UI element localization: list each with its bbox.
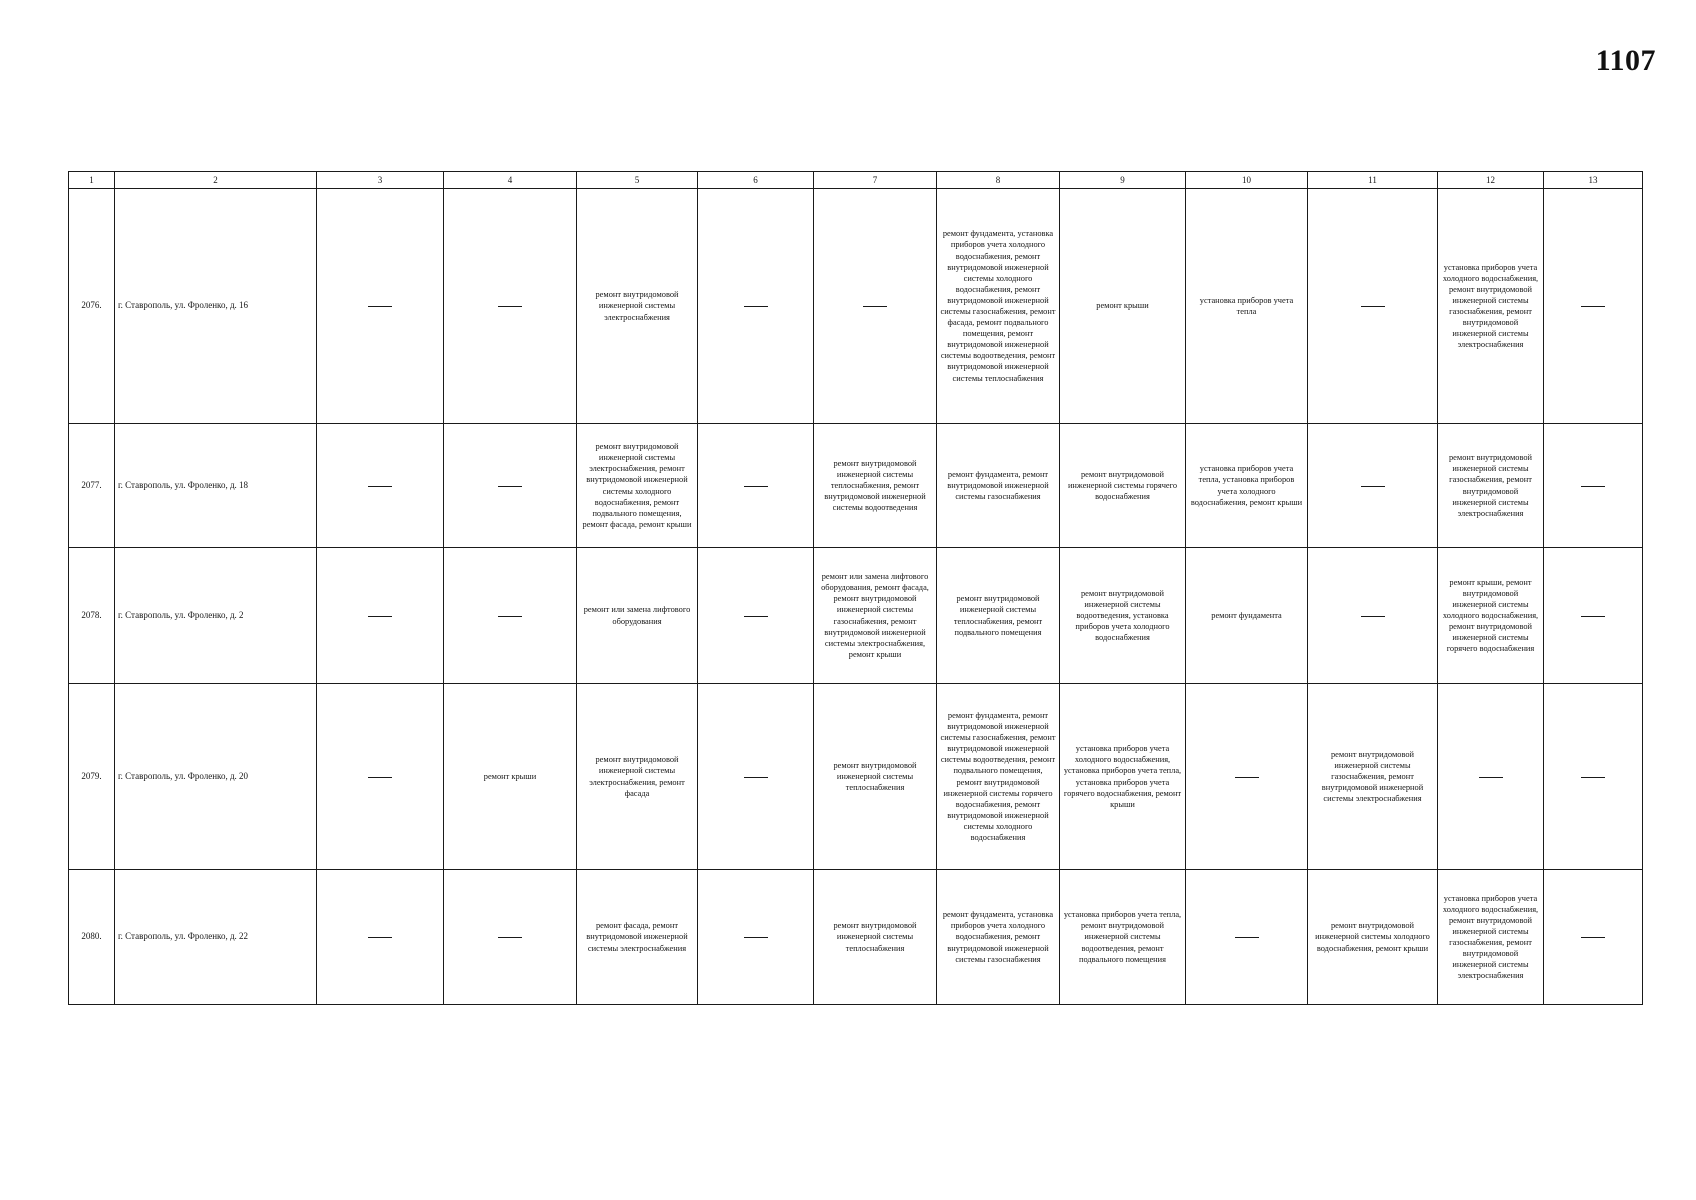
table-row xyxy=(69,548,1643,684)
works-cell: ремонт внутридомовой инженерной системы электроснабжения, ремонт фасада xyxy=(577,684,698,870)
column-header: 7 xyxy=(814,172,937,189)
dash-cell xyxy=(1544,684,1643,870)
works-cell: ремонт или замена лифтового оборудования xyxy=(577,548,698,684)
dash-mark xyxy=(744,486,768,487)
column-header: 4 xyxy=(444,172,577,189)
column-header: 3 xyxy=(317,172,444,189)
works-cell: ремонт внутридомовой инженерной системы теплоснабжения, ремонт внутридомовой инженерной системы водоотведения xyxy=(814,424,937,548)
dash-mark xyxy=(1361,616,1385,617)
dash-cell xyxy=(1308,424,1438,548)
dash-mark xyxy=(744,937,768,938)
table-row xyxy=(69,424,1643,548)
dash-mark xyxy=(1479,777,1503,778)
address-cell: г. Ставрополь, ул. Фроленко, д. 20 xyxy=(115,684,317,870)
repair-schedule-table xyxy=(68,171,1643,1005)
dash-mark xyxy=(498,486,522,487)
works-cell: установка приборов учета тепла, ремонт внутридомовой инженерной системы водоотведения, ремонт подвального помещения xyxy=(1060,870,1186,1005)
works-cell: ремонт внутридомовой инженерной системы теплоснабжения xyxy=(814,684,937,870)
address-cell: г. Ставрополь, ул. Фроленко, д. 2 xyxy=(115,548,317,684)
works-cell: ремонт внутридомовой инженерной системы теплоснабжения, ремонт подвального помещения xyxy=(937,548,1060,684)
dash-mark xyxy=(368,306,392,307)
works-cell: ремонт крыши, ремонт внутридомовой инженерной системы холодного водоснабжения, ремонт внутридомовой инженерной системы горячего водоснабжения xyxy=(1438,548,1544,684)
works-cell: ремонт крыши xyxy=(1060,189,1186,424)
address-cell: г. Ставрополь, ул. Фроленко, д. 18 xyxy=(115,424,317,548)
dash-cell xyxy=(444,548,577,684)
dash-cell xyxy=(698,424,814,548)
works-cell: установка приборов учета холодного водоснабжения, ремонт внутридомовой инженерной системы газоснабжения, ремонт внутридомовой инженерной системы электроснабжения xyxy=(1438,189,1544,424)
row-number: 2077. xyxy=(69,424,115,548)
dash-mark xyxy=(498,306,522,307)
works-cell: ремонт фасада, ремонт внутридомовой инженерной системы электроснабжения xyxy=(577,870,698,1005)
works-cell: ремонт внутридомовой инженерной системы водоотведения, установка приборов учета холодного водоснабжения xyxy=(1060,548,1186,684)
column-header: 2 xyxy=(115,172,317,189)
column-header: 11 xyxy=(1308,172,1438,189)
works-cell: ремонт фундамента, установка приборов учета холодного водоснабжения, ремонт внутридомовой инженерной системы газоснабжения xyxy=(937,870,1060,1005)
dash-mark xyxy=(1235,937,1259,938)
dash-cell xyxy=(1186,684,1308,870)
dash-mark xyxy=(744,306,768,307)
dash-mark xyxy=(368,486,392,487)
dash-mark xyxy=(1581,937,1605,938)
works-cell: ремонт внутридомовой инженерной системы газоснабжения, ремонт внутридомовой инженерной системы электроснабжения xyxy=(1438,424,1544,548)
dash-cell xyxy=(698,684,814,870)
works-cell: ремонт внутридомовой инженерной системы электроснабжения xyxy=(577,189,698,424)
dash-mark xyxy=(368,616,392,617)
column-header: 8 xyxy=(937,172,1060,189)
dash-cell xyxy=(317,424,444,548)
dash-mark xyxy=(1581,777,1605,778)
row-number: 2078. xyxy=(69,548,115,684)
dash-cell xyxy=(1308,548,1438,684)
dash-mark xyxy=(1361,486,1385,487)
dash-cell xyxy=(444,870,577,1005)
works-cell: ремонт внутридомовой инженерной системы электроснабжения, ремонт внутридомовой инженерной системы холодного водоснабжения, ремонт подвального помещения, ремонт фасада, ремонт крыши xyxy=(577,424,698,548)
column-header: 5 xyxy=(577,172,698,189)
column-header: 13 xyxy=(1544,172,1643,189)
dash-cell xyxy=(1544,424,1643,548)
dash-cell xyxy=(698,870,814,1005)
dash-mark xyxy=(368,937,392,938)
works-cell: ремонт фундамента, установка приборов учета холодного водоснабжения, ремонт внутридомовой инженерной системы холодного водоснабжения, ремонт внутридомовой инженерной системы газоснабжения, ремонт фасада, ремонт подвального помещения, ремонт внутридомовой инженерной системы водоотведения, ремонт внутридомовой инженерной системы теплоснабжения xyxy=(937,189,1060,424)
dash-cell xyxy=(1308,189,1438,424)
table-row xyxy=(69,189,1643,424)
works-cell: ремонт внутридомовой инженерной системы теплоснабжения xyxy=(814,870,937,1005)
column-header: 9 xyxy=(1060,172,1186,189)
dash-cell xyxy=(444,424,577,548)
dash-mark xyxy=(368,777,392,778)
dash-cell xyxy=(317,189,444,424)
dash-cell xyxy=(814,189,937,424)
row-number: 2079. xyxy=(69,684,115,870)
works-cell: ремонт фундамента, ремонт внутридомовой инженерной системы газоснабжения xyxy=(937,424,1060,548)
dash-cell xyxy=(317,548,444,684)
column-number-row xyxy=(69,172,1643,189)
dash-mark xyxy=(1581,486,1605,487)
dash-cell xyxy=(1186,870,1308,1005)
works-cell: установка приборов учета холодного водоснабжения, ремонт внутридомовой инженерной системы газоснабжения, ремонт внутридомовой инженерной системы электроснабжения xyxy=(1438,870,1544,1005)
dash-cell xyxy=(317,870,444,1005)
dash-cell xyxy=(444,189,577,424)
works-cell: установка приборов учета тепла, установка приборов учета холодного водоснабжения, ремонт крыши xyxy=(1186,424,1308,548)
column-header: 10 xyxy=(1186,172,1308,189)
dash-cell xyxy=(698,189,814,424)
works-cell: установка приборов учета холодного водоснабжения, установка приборов учета тепла, установка приборов учета горячего водоснабжения, ремонт крыши xyxy=(1060,684,1186,870)
dash-cell xyxy=(1544,189,1643,424)
column-header: 12 xyxy=(1438,172,1544,189)
dash-cell xyxy=(1438,684,1544,870)
page-number: 1107 xyxy=(1595,44,1656,77)
dash-mark xyxy=(1361,306,1385,307)
dash-mark xyxy=(744,777,768,778)
address-cell: г. Ставрополь, ул. Фроленко, д. 22 xyxy=(115,870,317,1005)
dash-mark xyxy=(1581,616,1605,617)
works-cell: ремонт или замена лифтового оборудования, ремонт фасада, ремонт внутридомовой инженерной системы газоснабжения, ремонт внутридомовой инженерной системы электроснабжения, ремонт крыши xyxy=(814,548,937,684)
dash-mark xyxy=(1581,306,1605,307)
dash-mark xyxy=(744,616,768,617)
table-row xyxy=(69,870,1643,1005)
dash-cell xyxy=(1544,548,1643,684)
column-header: 6 xyxy=(698,172,814,189)
works-cell: ремонт внутридомовой инженерной системы газоснабжения, ремонт внутридомовой инженерной системы электроснабжения xyxy=(1308,684,1438,870)
dash-cell xyxy=(698,548,814,684)
column-header: 1 xyxy=(69,172,115,189)
dash-mark xyxy=(1235,777,1259,778)
works-cell: ремонт внутридомовой инженерной системы холодного водоснабжения, ремонт крыши xyxy=(1308,870,1438,1005)
works-cell: ремонт крыши xyxy=(444,684,577,870)
row-number: 2080. xyxy=(69,870,115,1005)
table-row xyxy=(69,684,1643,870)
works-cell: ремонт внутридомовой инженерной системы горячего водоснабжения xyxy=(1060,424,1186,548)
row-number: 2076. xyxy=(69,189,115,424)
address-cell: г. Ставрополь, ул. Фроленко, д. 16 xyxy=(115,189,317,424)
works-cell: ремонт фундамента, ремонт внутридомовой инженерной системы газоснабжения, ремонт внутридомовой инженерной системы водоотведения, ремонт подвального помещения, ремонт внутридомовой инженерной системы горячего водоснабжения, ремонт внутридомовой инженерной системы холодного водоснабжения xyxy=(937,684,1060,870)
dash-mark xyxy=(863,306,887,307)
dash-mark xyxy=(498,937,522,938)
dash-cell xyxy=(1544,870,1643,1005)
works-cell: ремонт фундамента xyxy=(1186,548,1308,684)
dash-cell xyxy=(317,684,444,870)
dash-mark xyxy=(498,616,522,617)
works-cell: установка приборов учета тепла xyxy=(1186,189,1308,424)
